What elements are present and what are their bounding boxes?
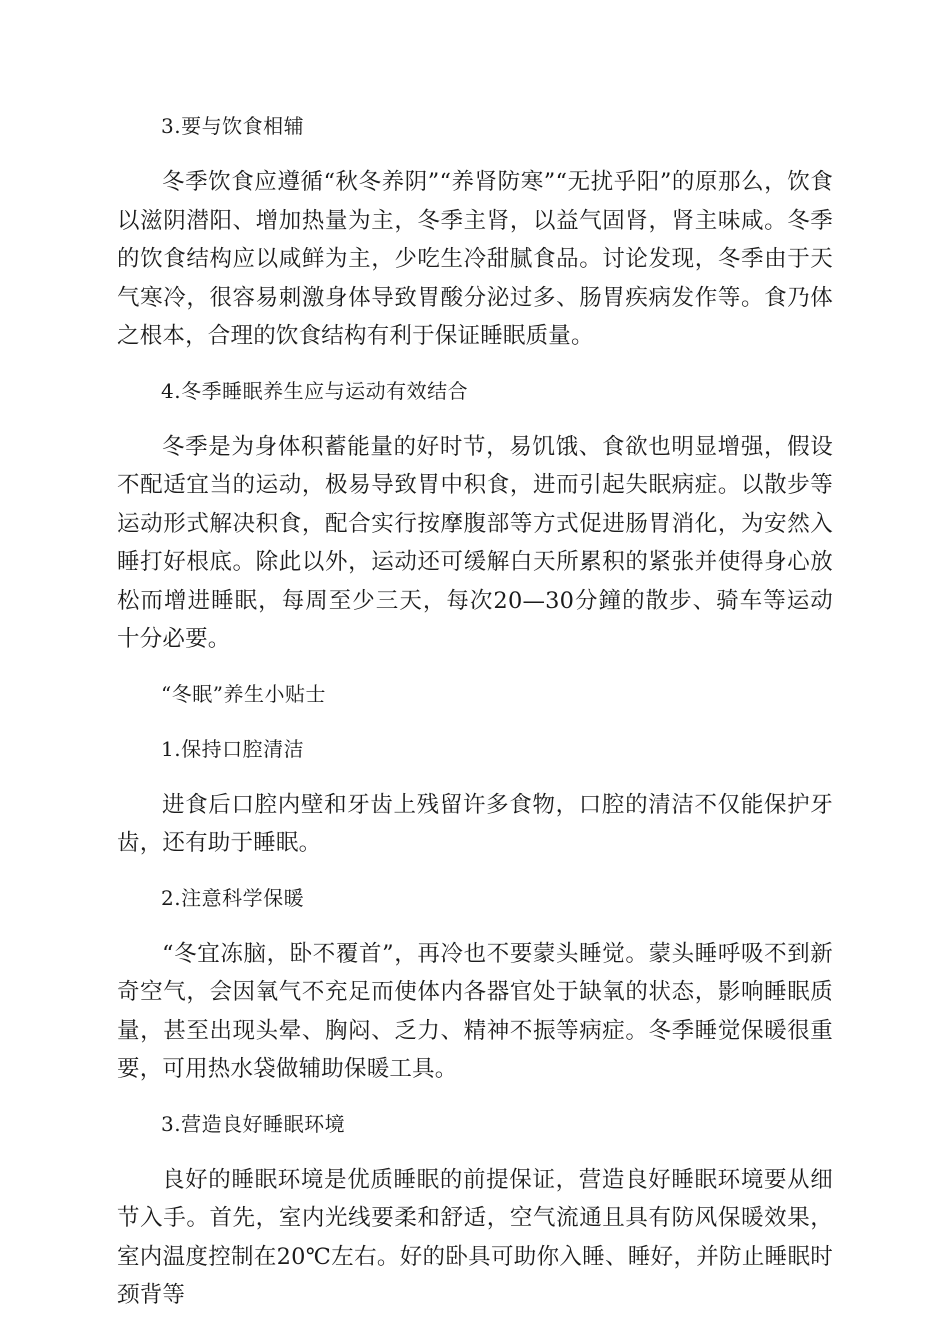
section-heading-exercise: 4.冬季睡眠养生应与运动有效结合 bbox=[161, 378, 469, 403]
paragraph-oral-hygiene: 进食后口腔内壁和牙齿上残留许多食物，口腔的清洁不仅能保护牙齿，还有助于睡眠。 bbox=[117, 791, 833, 856]
paragraph-diet: 冬季饮食应遵循“秋冬养阴”“养肾防寒”“无扰乎阳”的原那么，饮食以滋阴潜阳、增加热量为主，冬季主肾，以益气固肾，肾主味咸。冬季的饮食结构应以咸鲜为主，少吃生冷甜腻食品。讨论发现，冬季由于天气寒冷，很容易刺激身体导致胃酸分泌过多、肠胃疾病发作等。食乃体之根本，合理的饮食结构有利于保证睡眠质量。 bbox=[117, 169, 833, 349]
tip-heading-oral-hygiene: 1.保持口腔清洁 bbox=[161, 736, 305, 761]
paragraph-sleep-environment: 良好的睡眠环境是优质睡眠的前提保证，营造良好睡眠环境要从细节入手。首先，室内光线要柔和舒适，空气流通且具有防风保暖效果，室内温度控制在20℃左右。好的卧具可助你入睡、睡好，并防止睡眠时颈背等 bbox=[117, 1166, 833, 1308]
paragraph-exercise: 冬季是为身体积蓄能量的好时节，易饥饿、食欲也明显增强，假设不配适宜当的运动，极易导致胃中积食，进而引起失眠病症。以散步等运动形式解决积食，配合实行按摩腹部等方式促进肠胃消化，为安然入睡打好根底。除此以外，运动还可缓解白天所累积的紧张并使得身心放松而增进睡眠，每周至少三天，每次20—30分鐘的散步、骑车等运动十分必要。 bbox=[117, 433, 833, 652]
tip-heading-keep-warm: 2.注意科学保暖 bbox=[161, 885, 305, 910]
section-heading-tips: “冬眠”养生小贴士 bbox=[161, 681, 326, 706]
tip-heading-sleep-environment: 3.营造良好睡眠环境 bbox=[161, 1111, 346, 1136]
section-heading-diet: 3.要与饮食相辅 bbox=[161, 114, 305, 138]
paragraph-keep-warm: “冬宜冻脑，卧不覆首”，再冷也不要蒙头睡觉。蒙头睡呼吸不到新奇空气，会因氧气不充足而使体内各器官处于缺氧的状态，影响睡眠质量，甚至出现头晕、胸闷、乏力、精神不振等病症。冬季睡觉保暖很重要，可用热水袋做辅助保暖工具。 bbox=[117, 940, 833, 1082]
document-body bbox=[117, 108, 833, 1332]
